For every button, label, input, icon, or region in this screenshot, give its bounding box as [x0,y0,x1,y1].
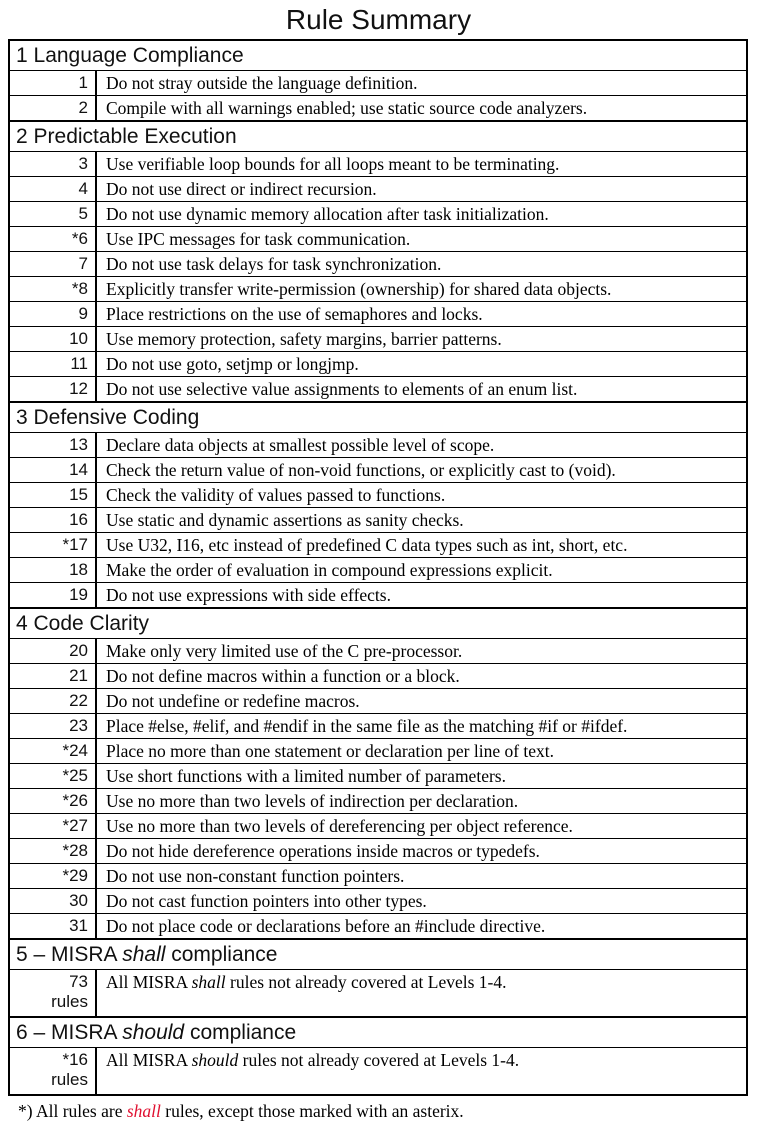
rule-text-cell [97,177,746,201]
text-segment: Do not undefine or redefine macros. [106,691,360,711]
rule-number: 12 [69,379,88,398]
rule-row [10,351,746,376]
rule-number-cell [10,814,97,838]
text-segment: Do not use dynamic memory allocation after task initialization. [106,204,549,224]
text-segment: Do not use expressions with side effects. [106,585,391,605]
rule-row [10,482,746,507]
text-segment: 4 Code Clarity [16,612,150,635]
rule-number-cell [10,639,97,663]
rule-number-cell [10,277,97,301]
text-segment: All MISRA [106,972,192,992]
section-header-row [10,938,746,969]
section-header-row [10,41,746,70]
rule-row [10,713,746,738]
text-segment: 3 Defensive Coding [16,406,200,429]
rule-text-cell [97,533,746,557]
rule-row [10,688,746,713]
rule-row [10,763,746,788]
rule-number-cell [10,302,97,326]
text-segment: Use short functions with a limited number of parameters. [106,766,506,786]
text-segment: Make the order of evaluation in compound expressions explicit. [106,560,553,580]
rule-text-cell [97,202,746,226]
rule-number: 4 [78,179,88,198]
text-segment: Do not hide dereference operations inside macros or typedefs. [106,841,540,861]
rule-number-cell [10,327,97,351]
text-segment: compliance [184,1021,297,1044]
rule-row [10,582,746,607]
rule-row [10,176,746,201]
rule-number-cell [10,177,97,201]
rule-text-cell [97,789,746,813]
rule-number-cell [10,889,97,913]
text-segment: Use verifiable loop bounds for all loops meant to be terminating. [106,154,560,174]
rule-number: 2 [78,98,88,117]
rule-text-cell [97,152,746,176]
rule-number-cell [10,764,97,788]
rule-text-cell [97,96,746,120]
rule-row [10,457,746,482]
section-header-row [10,1016,746,1047]
rule-number: *6 [71,229,88,248]
section-header-row [10,120,746,151]
rule-text-cell [97,739,746,763]
rule-text-cell [97,277,746,301]
text-segment: 1 Language Compliance [16,44,244,67]
rule-row [10,969,746,1016]
rule-text-cell [97,327,746,351]
text-segment: Make only very limited use of the C pre-processor. [106,641,463,661]
rule-number-cell [10,96,97,120]
rule-number-cell [10,714,97,738]
text-segment: Place no more than one statement or declaration per line of text. [106,741,555,761]
rule-text-cell [97,689,746,713]
rule-row [10,251,746,276]
text-segment: Do not use selective value assignments to elements of an enum list. [106,379,578,399]
text-segment: Do not use goto, setjmp or longjmp. [106,354,359,374]
text-segment: Use no more than two levels of dereferencing per object reference. [106,816,573,836]
rule-row [10,863,746,888]
rule-number: 7 [78,254,88,273]
rule-row [10,813,746,838]
rule-number-cell [10,377,97,401]
rule-text-cell [97,864,746,888]
text-segment: Check the validity of values passed to functions. [106,485,446,505]
rule-number: 19 [69,585,88,604]
rule-row [10,226,746,251]
rule-text-cell [97,889,746,913]
rule-row [10,738,746,763]
text-segment: All MISRA [106,1050,192,1070]
page-title: Rule Summary [285,4,472,35]
rule-number: 20 [69,641,88,660]
rule-number: 15 [69,485,88,504]
rule-number: *8 [71,279,88,298]
rule-number-cell [10,508,97,532]
rule-number: 11 [70,354,88,373]
text-segment: Explicitly transfer write-permission (ownership) for shared data objects. [106,279,612,299]
text-segment: Use no more than two levels of indirection per declaration. [106,791,519,811]
rule-number: *16 [62,1050,88,1069]
rule-number-unit: rules [51,992,88,1011]
rule-number-cell [10,202,97,226]
rule-text-cell [97,508,746,532]
rule-number-cell [10,433,97,457]
rule-text-cell [97,252,746,276]
text-segment: should [122,1021,185,1044]
rule-number: *29 [62,866,88,885]
text-segment: Do not use non-constant function pointers. [106,866,405,886]
text-segment: Use U32, I16, etc instead of predefined C data types such as int, short, etc. [106,535,628,555]
text-segment: 5 – MISRA [16,943,123,966]
rule-number: *28 [62,841,88,860]
text-segment: Place restrictions on the use of semaphores and locks. [106,304,483,324]
rule-row [10,532,746,557]
rule-number: 9 [78,304,88,323]
rule-row [10,557,746,582]
text-segment: rules not already covered at Levels 1-4. [225,972,507,992]
rule-number: 14 [69,460,88,479]
rule-text-cell [97,352,746,376]
rule-number-cell [10,839,97,863]
rule-number-cell [10,71,97,95]
rule-text-cell [97,558,746,582]
rule-text-cell [97,458,746,482]
rule-number: 73 [69,972,88,991]
rule-number: 10 [69,329,88,348]
rule-number-cell [10,352,97,376]
rule-row [10,301,746,326]
rule-number-cell [10,914,97,938]
rule-number: *25 [62,766,88,785]
text-segment: Use memory protection, safety margins, barrier patterns. [106,329,502,349]
section-header-row [10,401,746,432]
text-segment: Use static and dynamic assertions as sanity checks. [106,510,464,530]
text-segment: rules not already covered at Levels 1-4. [238,1050,520,1070]
text-segment: Check the return value of non-void functions, or explicitly cast to (void). [106,460,616,480]
rule-number-cell [10,970,97,1016]
rule-number-cell [10,789,97,813]
text-segment: Compile with all warnings enabled; use static source code analyzers. [106,98,588,118]
rule-number: 23 [69,716,88,735]
rule-number: 18 [69,560,88,579]
rule-text-cell [97,814,746,838]
rule-row [10,1047,746,1094]
rule-number: 5 [78,204,88,223]
rule-text-cell [97,664,746,688]
rule-number: *27 [62,816,88,835]
rule-row [10,95,746,120]
rule-text-cell [97,639,746,663]
rule-number: *26 [62,791,88,810]
rule-row [10,663,746,688]
text-segment: should [191,1050,239,1070]
text-segment: shall [191,972,226,992]
text-segment: Use IPC messages for task communication. [106,229,411,249]
rule-row [10,888,746,913]
rule-number-cell [10,533,97,557]
rule-row [10,276,746,301]
text-segment: Do not place code or declarations before an #include directive. [106,916,546,936]
rule-number-cell [10,664,97,688]
rule-row [10,326,746,351]
rule-number: 30 [69,891,88,910]
rule-row [10,507,746,532]
text-segment: Do not stray outside the language definition. [106,73,418,93]
rule-number: 3 [78,154,88,173]
text-segment: Declare data objects at smallest possible level of scope. [106,435,495,455]
rule-text-cell [97,433,746,457]
text-segment: Do not use task delays for task synchronization. [106,254,442,274]
text-segment: Do not define macros within a function or a block. [106,666,460,686]
text-segment: shall [126,1101,161,1121]
rule-number-cell [10,864,97,888]
rule-number-cell [10,252,97,276]
rule-number: 1 [78,73,88,92]
rule-number-cell [10,583,97,607]
rule-number: *17 [62,535,88,554]
rule-row [10,432,746,457]
footnote [18,1101,757,1122]
rule-text-cell [97,583,746,607]
rule-row [10,638,746,663]
rule-number-unit: rules [51,1070,88,1089]
text-segment: rules, except those marked with an asterix. [160,1101,464,1121]
rule-text-cell [97,839,746,863]
text-segment: Do not cast function pointers into other types. [106,891,427,911]
text-segment: Place #else, #elif, and #endif in the same file as the matching #if or #ifdef. [106,716,628,736]
rule-text-cell [97,483,746,507]
text-segment: 6 – MISRA [16,1021,123,1044]
rule-text-cell [97,377,746,401]
rule-number-cell [10,689,97,713]
rule-text-cell [97,914,746,938]
rule-number: 22 [69,691,88,710]
rule-number-cell [10,558,97,582]
rule-text-cell [97,302,746,326]
text-segment: *) All rules are [18,1101,127,1121]
rule-text-cell [97,71,746,95]
rule-number-cell [10,483,97,507]
rule-number-cell [10,458,97,482]
rule-number: 13 [69,435,88,454]
rule-number: 16 [69,510,88,529]
rule-text-cell [97,1048,746,1094]
rule-number-cell [10,227,97,251]
rule-number: *24 [62,741,88,760]
rule-row [10,151,746,176]
text-segment: compliance [165,943,278,966]
rule-number: 21 [69,666,88,685]
text-segment: 2 Predictable Execution [16,125,237,148]
rule-row [10,70,746,95]
rule-row [10,376,746,401]
rule-number-cell [10,152,97,176]
rule-number-cell [10,739,97,763]
section-header-row [10,607,746,638]
rule-text-cell [97,714,746,738]
rule-text-cell [97,970,746,1016]
rule-row [10,201,746,226]
rule-row [10,913,746,938]
text-segment: shall [122,943,166,966]
rule-number-cell [10,1048,97,1094]
rule-row [10,788,746,813]
rule-table [8,39,748,1096]
text-segment: Do not use direct or indirect recursion. [106,179,377,199]
rule-number: 31 [69,916,88,935]
rule-text-cell [97,764,746,788]
rule-row [10,838,746,863]
rule-text-cell [97,227,746,251]
